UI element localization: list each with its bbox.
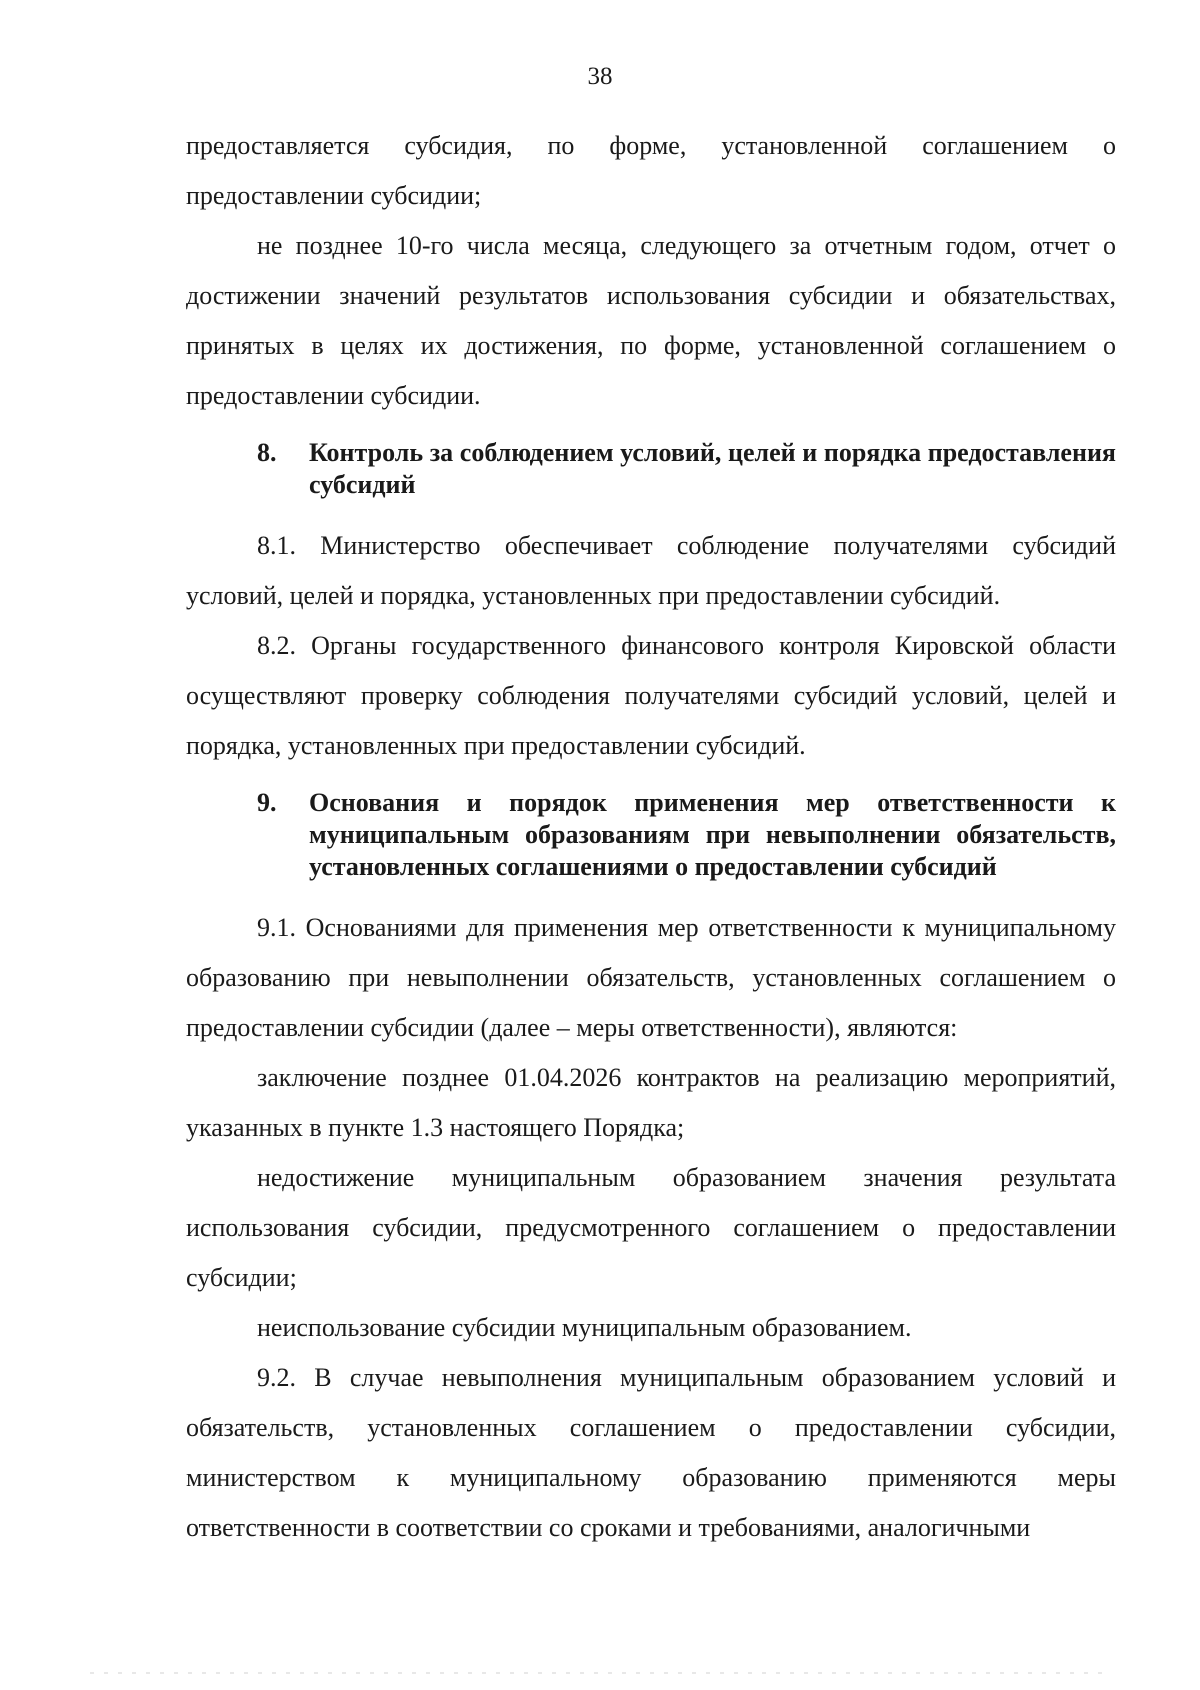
section-8-heading (186, 437, 1116, 501)
section-8-title: Контроль за соблюдением условий, целей и порядка предоставления субсидий (309, 438, 1116, 499)
paragraph-9-1-item-result: недостижение муниципальным образованием значения результата использования субсидии, предусмотренного соглашением о предоставлении субсидии; (186, 1163, 1116, 1292)
paragraph-8-1: 8.1. Министерство обеспечивает соблюдение получателями субсидий условий, целей и порядка, установленных при предоставлении субсидий. (186, 531, 1116, 610)
section-9-title: Основания и порядок применения мер ответственности к муниципальным образованиям при невыполнении обязательств, установленных соглашениями о предоставлении субсидий (309, 788, 1116, 881)
section-8-number: 8. (257, 438, 277, 467)
paragraph-continuation: предоставляется субсидия, по форме, установленной соглашением о предоставлении субсидии; (186, 131, 1116, 210)
page-number: 38 (587, 63, 613, 90)
paragraph-8-2: 8.2. Органы государственного финансового контроля Кировской области осуществляют проверку соблюдения получателями субсидий условий, целей и порядка, установленных при предоставлении субсидий. (186, 631, 1116, 760)
paragraph-9-1-item-contracts: заключение позднее 01.04.2026 контрактов на реализацию мероприятий, указанных в пункте 1.3 настоящего Порядка; (186, 1063, 1116, 1142)
paragraph-9-2: 9.2. В случае невыполнения муниципальным образованием условий и обязательств, установленных соглашением о предоставлении субсидии, министерством к муниципальному образованию применяются меры ответственности в соответствии со сроками и требованиями, аналогичными (186, 1363, 1116, 1542)
section-9-number: 9. (257, 788, 277, 817)
document-body (186, 121, 1116, 1553)
paragraph-9-1: 9.1. Основаниями для применения мер ответственности к муниципальному образованию при невыполнении обязательств, установленных соглашением о предоставлении субсидии (далее – меры ответственности), являются: (186, 913, 1116, 1042)
paragraph-9-1-item-nonuse: неиспользование субсидии муниципальным образованием. (257, 1313, 912, 1342)
scan-artifact-line (90, 1672, 1110, 1674)
paragraph-report-deadline: не позднее 10-го числа месяца, следующего за отчетным годом, отчет о достижении значений результатов использования субсидии и обязательствах, принятых в целях их достижения, по форме, установленной соглашением о предоставлении субсидии. (186, 231, 1116, 410)
section-9-heading (186, 787, 1116, 883)
